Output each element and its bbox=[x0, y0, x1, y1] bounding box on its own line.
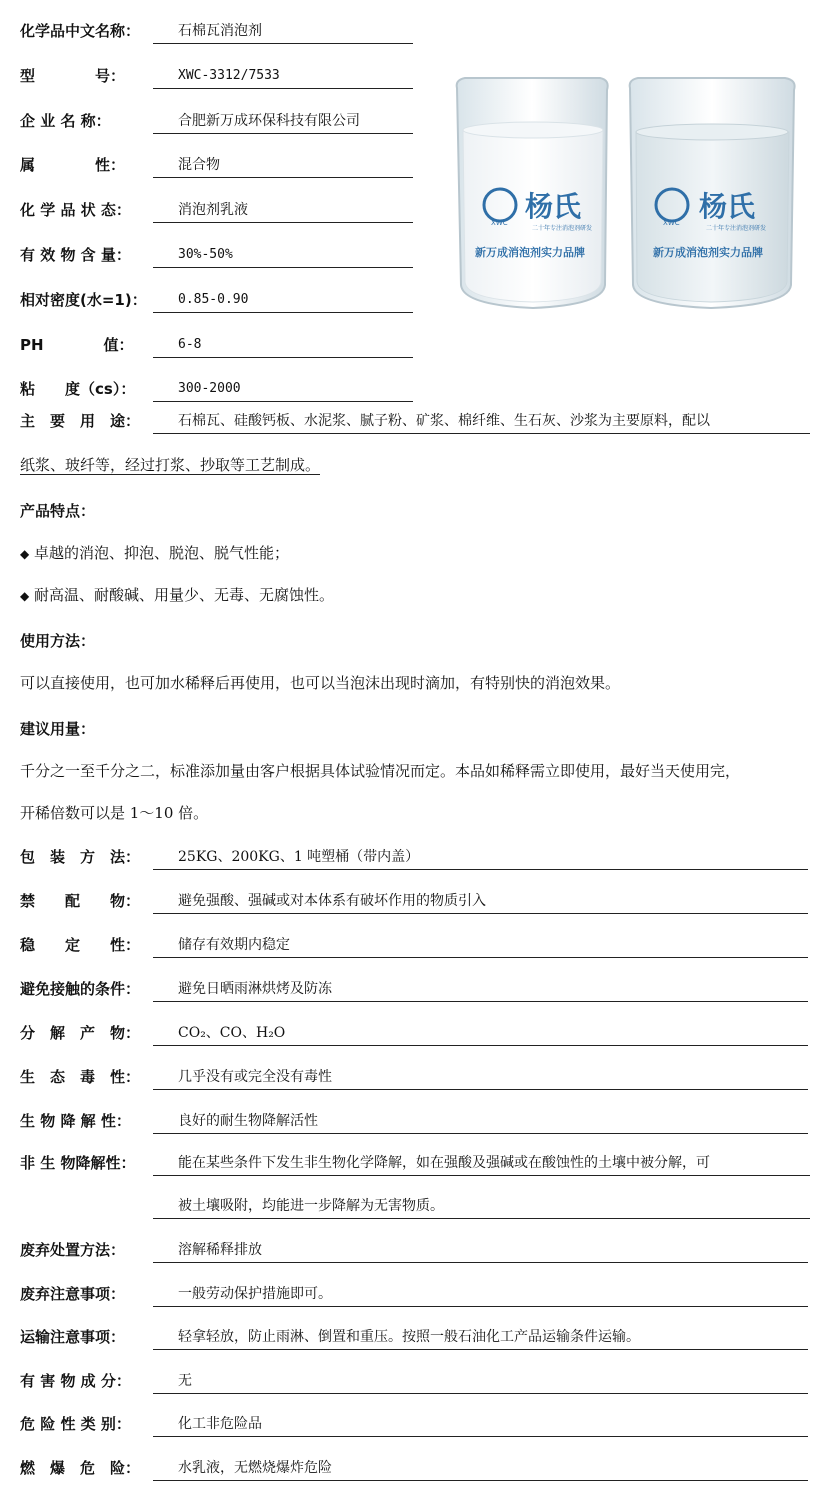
field-label: 属 性： bbox=[20, 156, 126, 175]
field-value: 石棉瓦消泡剂 bbox=[153, 16, 413, 44]
usage-line2: 纸浆、玻纤等，经过打浆、抄取等工艺制成。 bbox=[20, 456, 321, 474]
field-value: 几乎没有或完全没有毒性 bbox=[153, 1062, 808, 1090]
field-value: 避免强酸、强碱或对本体系有破坏作用的物质引入 bbox=[153, 886, 808, 914]
field-label: 化 学 品 状 态： bbox=[20, 201, 131, 220]
field-value: 混合物 bbox=[153, 150, 413, 178]
field-value: 6-8 bbox=[153, 330, 413, 358]
field-label: 废弃处置方法： bbox=[20, 1241, 126, 1259]
field-label: 型 号： bbox=[20, 66, 126, 85]
field-value: 良好的耐生物降解活性 bbox=[153, 1106, 808, 1134]
field-label: 生 态 毒 性： bbox=[20, 1068, 141, 1086]
bullet-icon: ◆ bbox=[20, 547, 30, 561]
field-label: 企 业 名 称： bbox=[20, 111, 111, 130]
field-label: 禁 配 物： bbox=[20, 892, 141, 910]
tagline-left: 二十年专注消泡剂研发 bbox=[532, 225, 593, 232]
abiotic-line1: 能在某些条件下发生非生物化学降解，如在强酸及强碱或在酸蚀性的土壤中被分解，可 bbox=[153, 1148, 810, 1176]
field-value: CO₂、CO、H₂O bbox=[153, 1018, 808, 1046]
field-label: 避免接触的条件： bbox=[20, 980, 141, 998]
field-value: 消泡剂乳液 bbox=[153, 195, 413, 223]
slogan-left: 新万成消泡剂实力品牌 bbox=[475, 246, 585, 259]
field-label: 稳 定 性： bbox=[20, 936, 141, 954]
field-value: 30%-50% bbox=[153, 240, 413, 268]
field-label: 有 害 物 成 分： bbox=[20, 1371, 131, 1390]
field-value: 0.85-0.90 bbox=[153, 285, 413, 313]
logo-text-right: XWC bbox=[663, 219, 680, 227]
tagline-right: 二十年专注消泡剂研发 bbox=[706, 225, 767, 232]
field-label: 运输注意事项： bbox=[20, 1328, 126, 1346]
field-label: 废弃注意事项： bbox=[20, 1284, 126, 1303]
brand-text-right: 杨氏 bbox=[699, 190, 756, 223]
feature-item-2: ◆ 耐高温、耐酸碱、用量少、无毒、无腐蚀性。 bbox=[20, 586, 335, 604]
bullet-icon: ◆ bbox=[20, 589, 30, 603]
brand-text-left: 杨氏 bbox=[525, 190, 582, 223]
features-title: 产品特点： bbox=[20, 502, 96, 520]
logo-text-left: XWC bbox=[491, 219, 508, 227]
abiotic-line2: 被土壤吸附，均能进一步降解为无害物质。 bbox=[153, 1191, 810, 1219]
dosage-title: 建议用量： bbox=[20, 720, 96, 738]
product-photo bbox=[445, 60, 810, 320]
dosage-line1: 千分之一至千分之二，标准添加量由客户根据具体试验情况而定。本品如稀释需立即使用，最好当天使用完， bbox=[20, 762, 741, 780]
field-value: 合肥新万成环保科技有限公司 bbox=[153, 106, 413, 134]
field-value: 化工非危险品 bbox=[153, 1409, 808, 1437]
field-label: 生 物 降 解 性： bbox=[20, 1112, 131, 1130]
feature-item-1: ◆ 卓越的消泡、抑泡、脱泡、脱气性能； bbox=[20, 544, 290, 562]
field-value: 300-2000 bbox=[153, 374, 413, 402]
slogan-right: 新万成消泡剂实力品牌 bbox=[653, 246, 763, 259]
abiotic-label: 非 生 物降解性： bbox=[20, 1154, 136, 1172]
field-label: 危 险 性 类 别： bbox=[20, 1415, 131, 1433]
field-value: 轻拿轻放，防止雨淋、倒置和重压。按照一般石油化工产品运输条件运输。 bbox=[153, 1322, 808, 1350]
field-value: 避免日晒雨淋烘烤及防冻 bbox=[153, 974, 808, 1002]
usage-line1: 石棉瓦、硅酸钙板、水泥浆、腻子粉、矿浆、棉纤维、生石灰、沙浆为主要原料，配以 bbox=[153, 406, 810, 434]
field-label: PH 值： bbox=[20, 335, 134, 354]
field-label: 粘 度（cs）： bbox=[20, 380, 136, 399]
field-label: 化学品中文名称： bbox=[20, 22, 141, 40]
field-label: 有 效 物 含 量： bbox=[20, 246, 131, 264]
dosage-line2: 开稀倍数可以是 1～10 倍。 bbox=[20, 804, 209, 822]
usage-label: 主 要 用 途： bbox=[20, 412, 141, 430]
method-title: 使用方法： bbox=[20, 632, 96, 650]
field-value: 无 bbox=[153, 1366, 808, 1394]
usage-line2-wrap bbox=[20, 450, 320, 480]
field-label: 相对密度(水=1)： bbox=[20, 290, 147, 309]
field-value: 一般劳动保护措施即可。 bbox=[153, 1279, 808, 1307]
field-value: 25KG、200KG、1 吨塑桶（带内盖） bbox=[153, 842, 808, 870]
field-value: 储存有效期内稳定 bbox=[153, 930, 808, 958]
method-text: 可以直接使用，也可加水稀释后再使用，也可以当泡沫出现时滴加，有特别快的消泡效果。 bbox=[20, 674, 621, 692]
field-label: 燃 爆 危 险： bbox=[20, 1458, 141, 1477]
field-value: 溶解稀释排放 bbox=[153, 1235, 808, 1263]
field-value: 水乳液，无燃烧爆炸危险 bbox=[153, 1453, 808, 1481]
field-label: 包 装 方 法： bbox=[20, 848, 141, 866]
field-value: XWC-3312/7533 bbox=[153, 61, 413, 89]
field-label: 分 解 产 物： bbox=[20, 1024, 141, 1042]
